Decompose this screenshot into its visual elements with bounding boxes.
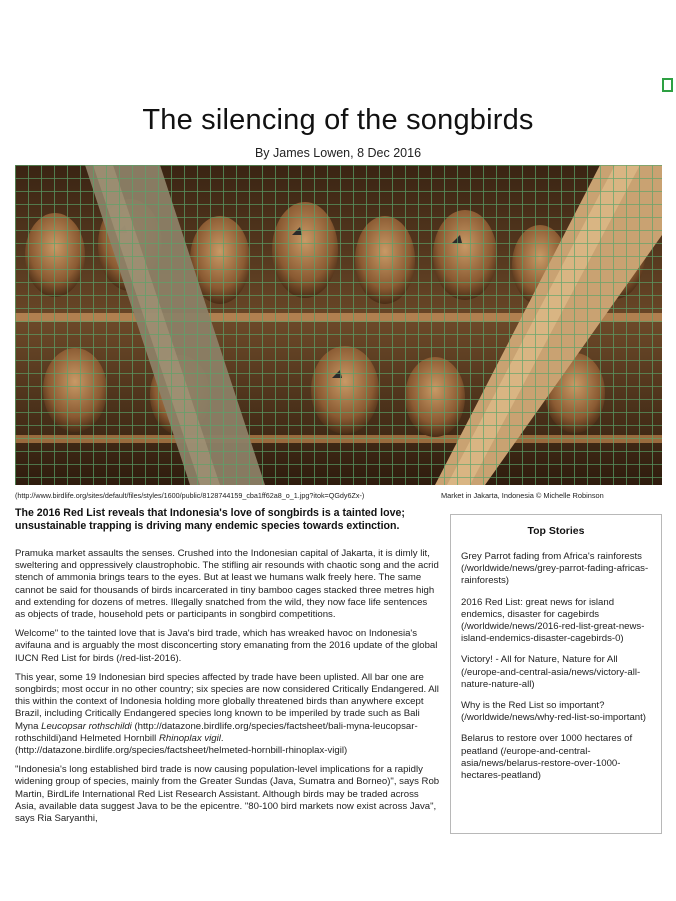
article-photo-songbird-cages[interactable] <box>15 165 662 485</box>
image-caption: Market in Jakarta, Indonesia © Michelle Robinson <box>441 491 604 500</box>
body-paragraph-1: Pramuka market assaults the senses. Crushed into the Indonesian capital of Jakarta, it is dimly lit, sweltering and oppressively claustrophobic. The stifling air resounds with chaotic song and the acrid stench of ammonia brings tears to the eyes. But at least we humans walk freely here. The same cannot be said for thousands of birds incarcerated in tiny bamboo cages stacked three metres high and extending for dozens of metres. Illegally snatched from the wild, they now face life sentences as objects of trade, household pets or participants in songbird competitions. <box>15 548 439 621</box>
article-body <box>15 548 440 832</box>
top-story-link[interactable]: Victory! - All for Nature, Nature for All (/europe-and-central-asia/news/victory-all-nature-nature-all) <box>461 654 641 690</box>
paragraph-3-text-a: This year, some 19 Indonesian bird species affected by trade have been uplisted. All bar one are songbirds; most occur in no other country; six species are now considered Critically Endangered. All this within the context of Indonesia holding more globally threatened birds than anywhere except Brazil, including Critically Endangered species long known to be imperiled by trade such as Bali Myna <box>15 671 439 732</box>
body-paragraph-4: "Indonesia's long established bird trade is now causing population-level implications for a rapidly widening group of species, mainly from the Greater Sundas (Java, Sumatra and Borneo)", says Rob Martin, BirdLife International Red List Research Assistant. Although birds may be traded across Asia, available data suggest Java to be the epicentre. "80-100 bird markets now exist across Java", says Ria Saryanthi, <box>15 764 440 825</box>
top-story-link[interactable]: Why is the Red List so important? (/worldwide/news/why-red-list-so-important) <box>461 700 646 724</box>
top-stories-heading: Top Stories <box>527 525 585 537</box>
paragraph-3-text-c: . (http://datazone.birdlife.org/species/factsheet/helmeted-hornbill-rhinoplax-vigil) <box>15 732 348 757</box>
paragraph-3-text-b: (http://datazone.birdlife.org/species/factsheet/bali-myna-leucopsar-rothschildi)and Helmeted Hornbill <box>15 720 418 744</box>
species-name-bali-myna: Leucopsar rothschildi <box>41 720 132 732</box>
body-paragraph-3 <box>15 672 440 757</box>
cage-photo-illustration <box>15 165 662 485</box>
species-name-helmeted-hornbill: Rhinoplax vigil <box>158 732 221 744</box>
green-corner-mark <box>662 78 673 92</box>
article-title: The silencing of the songbirds <box>142 104 534 136</box>
image-source-url[interactable]: (http://www.birdlife.org/sites/default/files/styles/1600/public/8128744159_cba1ff62a8_o_1.jpg?itok=QGdy6Zx-) <box>15 491 365 500</box>
top-stories-sidebar <box>450 514 662 834</box>
top-story-link[interactable]: Belarus to restore over 1000 hectares of peatland (/europe-and-central-asia/news/belarus-restore-over-1000-hectares-peatland) <box>461 733 633 782</box>
body-paragraph-2: Welcome" to the tainted love that is Java's bird trade, which has wreaked havoc on Indonesia's avifauna and is arguably the most disconcerting story emanating from the 2016 update of the global IUCN Red List for birds (/red-list-2016). <box>15 628 438 664</box>
article-lede: The 2016 Red List reveals that Indonesia's love of songbirds is a tainted love; unsustainable trapping is driving many endemic species towards extinction. <box>15 507 405 532</box>
byline: By James Lowen, 8 Dec 2016 <box>254 146 422 160</box>
top-story-link[interactable]: Grey Parrot fading from Africa's rainforests (/worldwide/news/grey-parrot-fading-africas-rainforests) <box>461 551 649 587</box>
top-story-link[interactable]: 2016 Red List: great news for island endemics, disaster for cagebirds (/worldwide/news/2016-red-list-great-news-island-endemics-disaster-cagebirds-0) <box>461 596 645 645</box>
